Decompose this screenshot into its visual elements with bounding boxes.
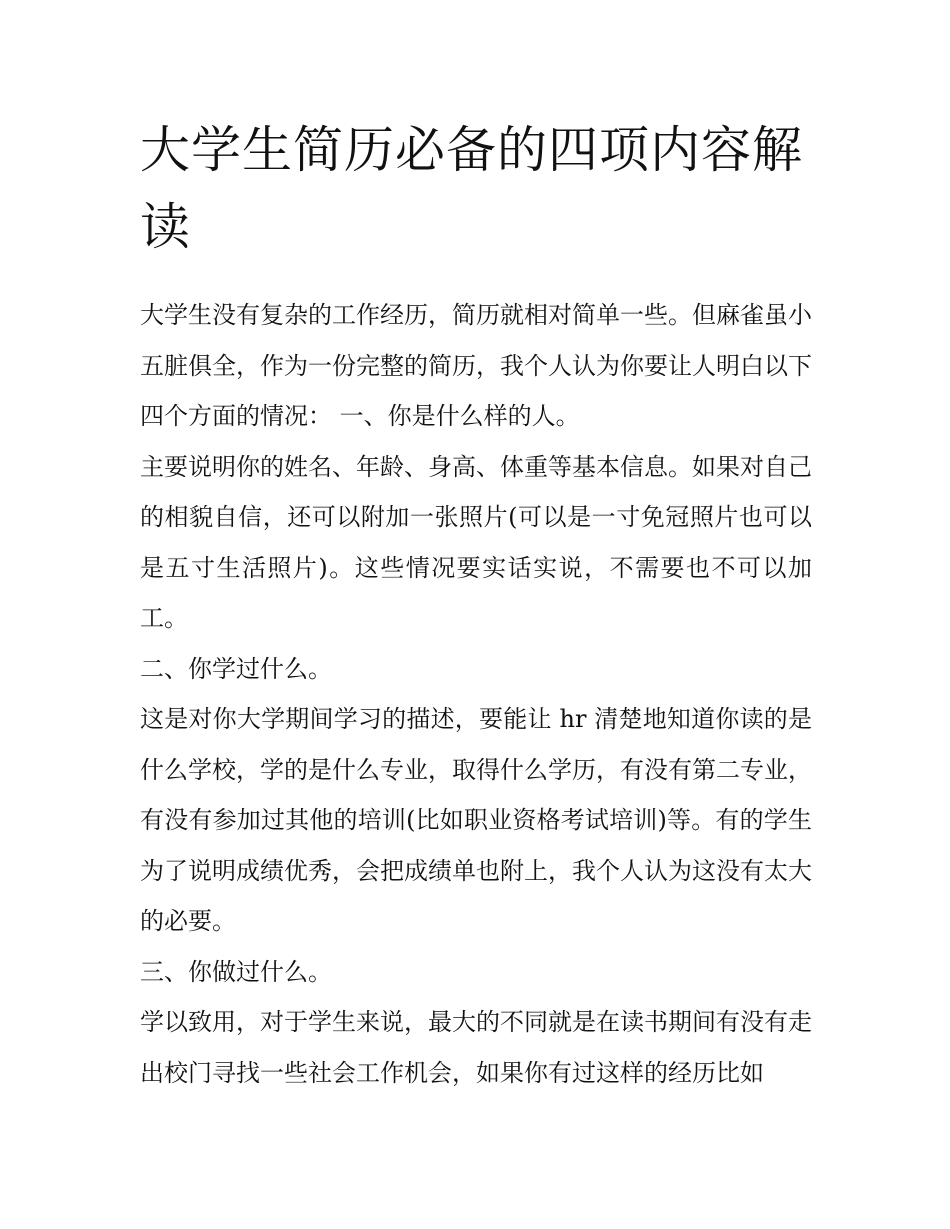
paragraph-experience: 学以致用，对于学生来说，最大的不同就是在读书期间有没有走出校门寻找一些社会工作机会，如果你有过这样的经历比如: [140, 1008, 812, 1087]
paragraph-intro: 大学生没有复杂的工作经历，简历就相对简单一些。但麻雀虽小五脏俱全，作为一份完整的简历，我个人认为你要让人明白以下四个方面的情况： 一、你是什么样的人。: [140, 301, 812, 430]
section-heading-experience: 三、你做过什么。: [140, 957, 332, 986]
document-page: [140, 112, 812, 1098]
paragraph-personal-info: 主要说明你的姓名、年龄、身高、体重等基本信息。如果对自己的相貌自信，还可以附加一张照片(可以是一寸免冠照片也可以是五寸生活照片)。这些情况要实话实说，不需要也不可以加工。: [140, 452, 812, 632]
section-heading-education: 二、你学过什么。: [140, 654, 332, 683]
document-title: 大学生简历必备的四项内容解读: [140, 121, 803, 256]
paragraph-education: 这是对你大学期间学习的描述，要能让 hr 清楚地知道你读的是什么学校，学的是什么专业，取得什么学历，有没有第二专业，有没有参加过其他的培训(比如职业资格考试培训)等。有的学生为了说明成绩优秀，会把成绩单也附上，我个人认为这没有太大的必要。: [140, 705, 812, 935]
